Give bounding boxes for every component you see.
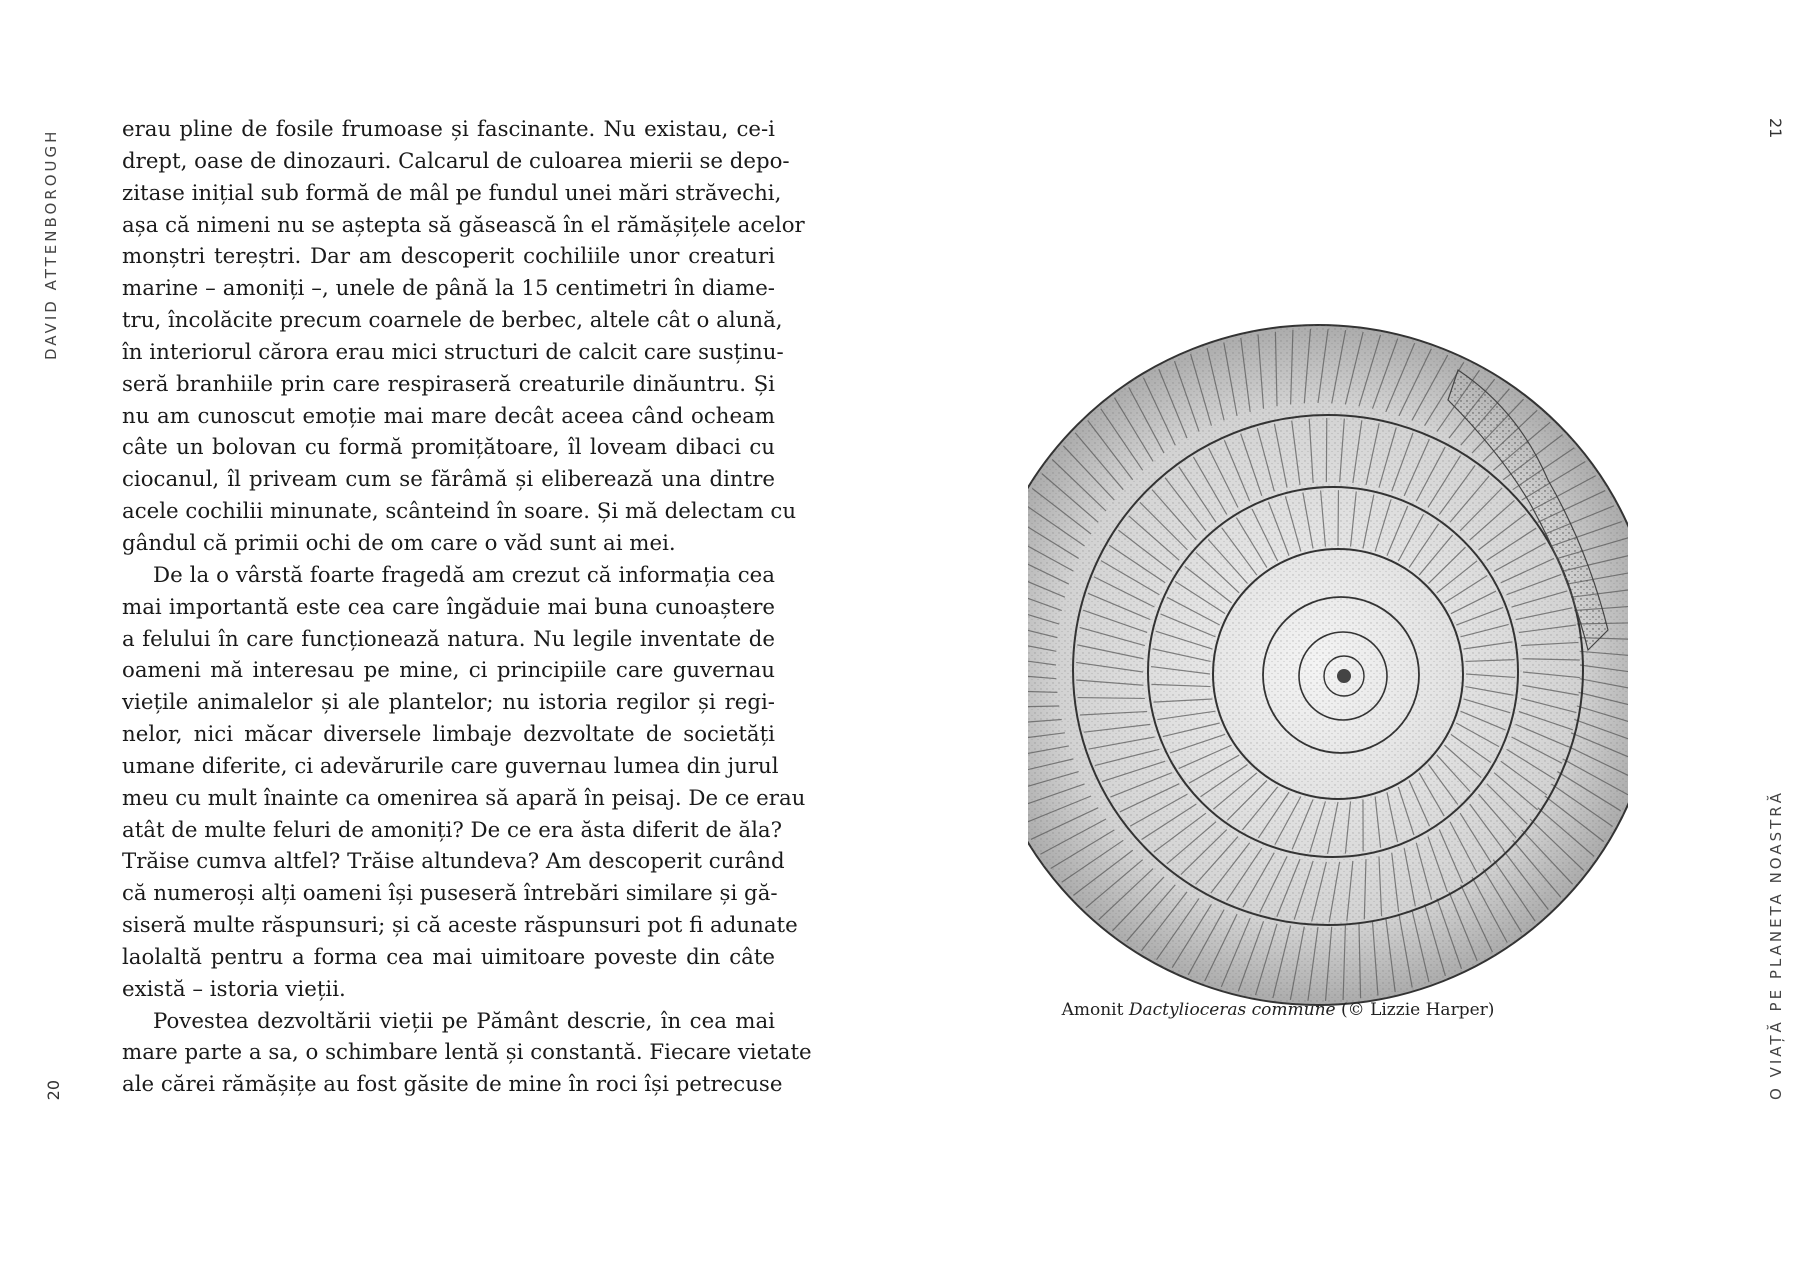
right-page [908, 0, 1817, 1278]
text-line: umane diferite, ci adevărurile care guvernau lumea din jurul [122, 753, 779, 779]
text-line: ale cărei rămășițe au fost găsite de mine în roci își petrecuse [122, 1072, 783, 1098]
caption-prefix: Amonit [1061, 1000, 1129, 1020]
text-line: Trăise cumva altfel? Trăise altundeva? Am descoperit curând [122, 849, 785, 875]
running-head-author: DAVID ATTENBOROUGH [42, 128, 60, 360]
text-line: așa că nimeni nu se aștepta să găsească în el rămășițele acelor [122, 212, 805, 238]
text-line: nu am cunoscut emoție mai mare decât aceea când ocheam [122, 403, 775, 429]
text-line: monștri tereștri. Dar am descoperit cochiliile unor creaturi [122, 244, 775, 270]
text-line: laolaltă pentru a forma cea mai uimitoare poveste din câte [122, 944, 775, 970]
text-line: mare parte a sa, o schimbare lentă și constantă. Fiecare vietate [122, 1040, 812, 1066]
text-line: De la o vârstă foarte fragedă am crezut că informația cea [153, 562, 775, 588]
text-line: seră branhiile prin care respiraseră creaturile dinăuntru. Și [122, 371, 775, 397]
text-line: zitase inițial sub formă de mâl pe fundul unei mări străvechi, [122, 180, 782, 206]
text-line: marine – amoniți –, unele de până la 15 centimetri în diame- [122, 276, 775, 302]
text-line: atât de multe feluri de amoniți? De ce era ăsta diferit de ăla? [122, 817, 783, 843]
caption-species: Dactylioceras commune [1128, 1000, 1336, 1020]
text-line: oameni mă interesau pe mine, ci principiile care guvernau [122, 658, 775, 684]
figure-caption [998, 1000, 1558, 1020]
text-line: câte un bolovan cu formă promițătoare, îl loveam dibaci cu [122, 435, 775, 461]
text-line: acele cochilii minunate, scânteind în soare. Și mă delectam cu [122, 499, 797, 525]
text-line: erau pline de fosile frumoase și fascinante. Nu existau, ce-i [122, 117, 775, 142]
text-line: tru, încolăcite precum coarnele de berbec, altele cât o alună, [122, 308, 783, 334]
text-line: drept, oase de dinozauri. Calcarul de culoarea mierii se depo- [122, 148, 790, 174]
caption-credit: (© Lizzie Harper) [1335, 1000, 1495, 1020]
text-line: mai importantă este cea care îngăduie mai buna cunoaștere [122, 594, 775, 620]
left-page [0, 0, 908, 1278]
text-line: în interiorul cărora erau mici structuri de calcit care susținu- [122, 339, 784, 365]
running-head-title: O VIAȚĂ PE PLANETA NOASTRĂ [1767, 790, 1785, 1100]
page-number-right: 21 [1766, 118, 1785, 139]
text-line: nelor, nici măcar diversele limbaje dezvoltate de societăți [122, 722, 775, 748]
text-line: a felului în care funcționează natura. Nu legile inventate de [122, 626, 775, 652]
page-number-left: 20 [44, 1080, 63, 1101]
body-text [122, 114, 812, 1101]
text-line: gândul că primii ochi de om care o văd sunt ai mei. [122, 530, 676, 556]
text-line: meu cu mult înainte ca omenirea să apară în peisaj. De ce erau [122, 785, 806, 811]
text-line: siseră multe răspunsuri; și că aceste răspunsuri pot fi adunate [122, 913, 798, 939]
ammonite-illustration [1028, 250, 1628, 1010]
text-line: viețile animalelor și ale plantelor; nu istoria regilor și regi- [122, 690, 775, 716]
text-line: că numeroși alți oameni își puseseră întrebări similare și gă- [122, 881, 778, 907]
text-line: există – istoria vieții. [122, 976, 346, 1002]
text-line: Povestea dezvoltării vieții pe Pământ descrie, în cea mai [153, 1008, 775, 1034]
text-line: ciocanul, îl priveam cum se fărâmă și eliberează una dintre [122, 467, 775, 493]
